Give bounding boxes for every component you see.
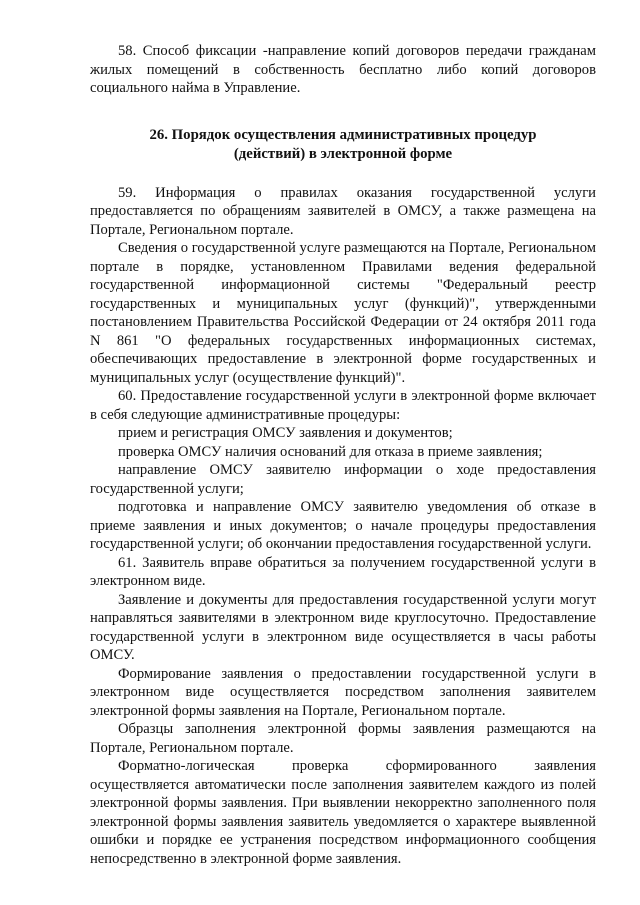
section-heading-line-2: (действий) в электронной форме	[233, 145, 453, 162]
section-heading	[90, 126, 596, 164]
paragraph-61: 61. Заявитель вправе обратиться за получением государственной услуги в электронном виде.	[90, 554, 596, 589]
paragraph-59: 59. Информация о правилах оказания государственной услуги предоставляется по обращениям заявителей в ОМСУ, а также размещена на Портале, Региональном портале.	[90, 184, 596, 238]
paragraph-58: 58. Способ фиксации -направление копий договоров передачи гражданам жилых помещений в собственность бесплатно либо копий договоров социального найма в Управление.	[90, 43, 596, 96]
procedure-item: подготовка и направление ОМСУ заявителю уведомления об отказе в приеме заявления и иных документов; о начале процедуры предоставления государственной услуги; об окончании предоставления государственной услуги.	[90, 499, 596, 552]
paragraph-validation: Форматно-логическая проверка сформированного заявления осуществляется автоматически после заполнения заявителем каждого из полей электронной формы заявления. При выявлении некорректно заполненного поля электронной формы заявления заявитель уведомляется о характере выявленной ошибки и порядке ее устранения посредством информационного сообщения непосредственно в электронной форме заявления.	[90, 758, 596, 867]
paragraph-form-filling: Формирование заявления о предоставлении государственной услуги в электронном виде осуществляется посредством заполнения заявителем электронной формы заявления на Портале, Региональном портале.	[90, 665, 596, 719]
paragraph-60: 60. Предоставление государственной услуги в электронной форме включает в себя следующие административные процедуры:	[90, 388, 596, 423]
paragraph-form-samples: Образцы заполнения электронной формы заявления размещаются на Портале, Региональном портале.	[90, 721, 596, 756]
procedure-item: прием и регистрация ОМСУ заявления и документов;	[118, 425, 453, 441]
paragraph-portal-info: Сведения о государственной услуге размещаются на Портале, Региональном портале в порядке, установленном Правилами ведения федеральной государственной информационной системы "Федеральный реестр государственных и муниципальных услуг (функций)", утвержденными постановлением Правительства Российской Федерации от 24 октября 2011 года N 861 "О федеральных государственных информационных системах, обеспечивающих предоставление в электронной форме государственных и муниципальных услуг (осуществление функций)".	[90, 240, 596, 386]
procedure-item: направление ОМСУ заявителю информации о ходе предоставления государственной услуги;	[90, 462, 596, 497]
section-heading-line-1: 26. Порядок осуществления административных процедур	[149, 126, 537, 143]
procedure-item: проверка ОМСУ наличия оснований для отказа в приеме заявления;	[118, 443, 543, 460]
document-page	[90, 42, 596, 868]
paragraph-submission: Заявление и документы для предоставления государственной услуги могут направляться заявителями в электронном виде круглосуточно. Предоставление государственной услуги в электронном виде осуществляется в часы работы ОМСУ.	[90, 591, 596, 663]
